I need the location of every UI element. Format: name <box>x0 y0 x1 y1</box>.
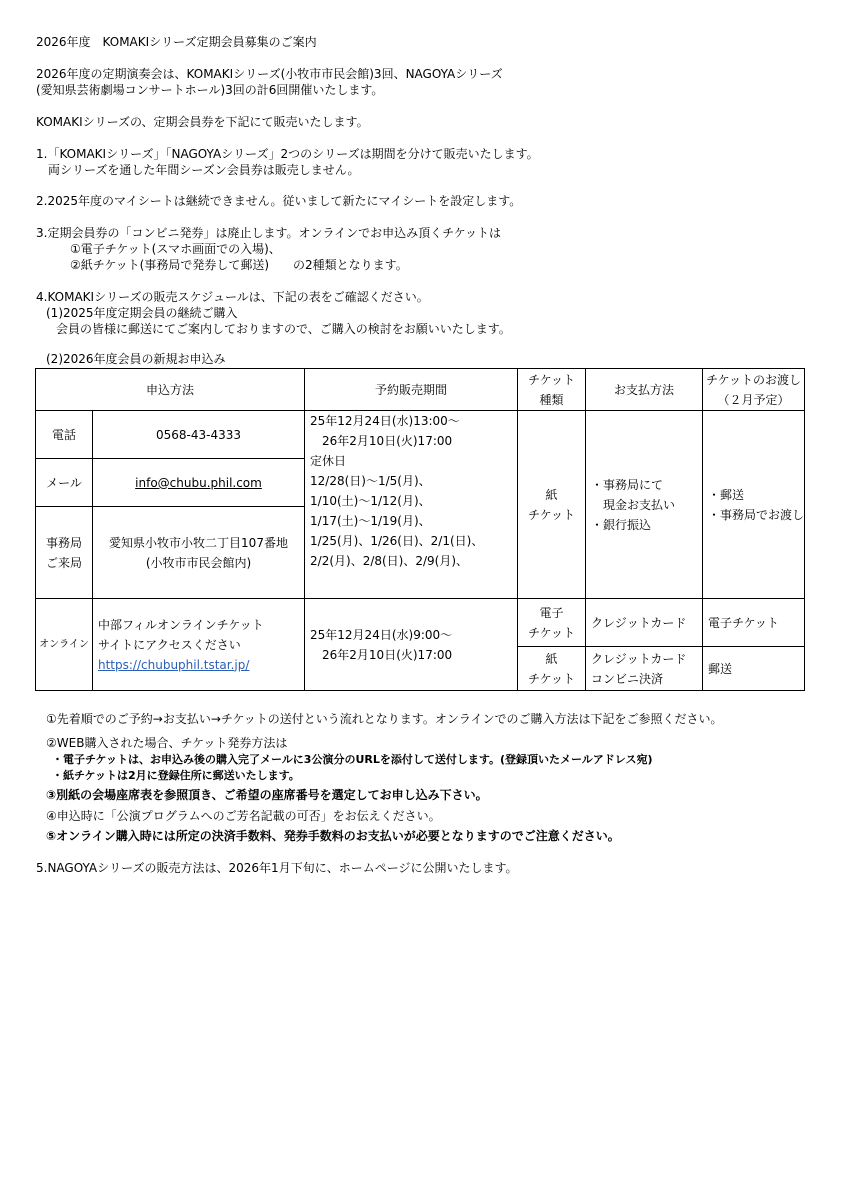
delivery-cell <box>703 411 805 599</box>
p-ticket-cell <box>518 647 586 691</box>
note-2b: ・紙チケットは2月に登録住所に郵送いたします。 <box>52 769 300 782</box>
item2-line: 2.2025年度のマイシートは継続できません。従いまして新たにマイシートを設定します。 <box>36 194 522 208</box>
note-5: ⑤オンライン購入時には所定の決済手数料、発券手数料のお支払いが必要となりますのでご注意ください。 <box>46 829 620 843</box>
p-ticket-line-2: チケット <box>528 671 575 686</box>
online-period-line-1: 25年12月24日(水)9:00～ <box>310 627 453 642</box>
e-ticket-line-2: チケット <box>528 625 575 640</box>
document-title: 2026年度 KOMAKIシリーズ定期会員募集のご案内 <box>36 35 317 49</box>
note-3: ③別紙の会場座席表を参照頂き、ご希望の座席番号を選定してお申し込み下さい。 <box>46 788 488 802</box>
period-line: 1/17(土)～1/19(月)、 <box>310 514 431 528</box>
e-delivery: 電子チケット <box>703 599 805 647</box>
online-url-link[interactable]: https://chubuphil.tstar.jp/ <box>98 657 250 672</box>
online-period-line-2: 26年2月10日(火)17:00 <box>310 647 453 662</box>
header-delivery-line-1: チケットのお渡し <box>706 372 801 387</box>
period-cell <box>305 411 518 599</box>
e-ticket-line-1: 電子 <box>539 605 564 620</box>
online-desc-line-1: 中部フィルオンラインチケット <box>98 617 264 632</box>
header-ticket-type-line-1: チケット <box>528 372 575 387</box>
paper-ticket-cell <box>518 411 586 599</box>
item3-line-c: ②紙チケット(事務局で発券して郵送) の2種類となります。 <box>70 258 408 272</box>
item4-line-c: 会員の皆様に郵送にてご案内しておりますので、ご購入の検討をお願いいたします。 <box>56 322 511 336</box>
online-period-cell <box>305 599 518 691</box>
online-desc-line-2: サイトにアクセスください <box>98 637 241 652</box>
item5-line: 5.NAGOYAシリーズの販売方法は、2026年1月下旬に、ホームページに公開いたします。 <box>36 861 518 875</box>
period-line: 12/28(日)～1/5(月)、 <box>310 474 431 488</box>
item4-line-d: (2)2026年度会員の新規お申込み <box>46 352 226 366</box>
office-address-line-2: (小牧市市民会館内) <box>145 555 252 570</box>
period-line: 25年12月24日(水)13:00～ <box>310 414 460 428</box>
online-desc-cell <box>93 599 305 691</box>
paper-ticket-line-1: 紙 <box>545 487 558 502</box>
header-payment: お支払方法 <box>586 369 703 411</box>
item3-line-a: 3.定期会員券の「コンビニ発券」は廃止します。オンラインでお申込み頂くチケットは <box>36 226 502 240</box>
office-label-line-1: 事務局 <box>45 535 82 550</box>
period-line: 定休日 <box>310 454 347 468</box>
mail-link[interactable]: info@chubu.phil.com <box>135 475 262 490</box>
mail-value-cell <box>93 459 305 507</box>
intro-line-2: (愛知県芸術劇場コンサートホール)3回の計6回開催いたします。 <box>36 83 384 97</box>
payment-line: ・銀行振込 <box>591 517 652 532</box>
table-row-online-e <box>36 599 805 647</box>
p-payment-line-2: コンビニ決済 <box>591 671 664 686</box>
period-line: 1/25(月)、1/26(日)、2/1(日)、 <box>310 534 484 548</box>
schedule-table <box>35 368 805 691</box>
phone-label: 電話 <box>36 411 93 459</box>
phone-value: 0568-43-4333 <box>93 411 305 459</box>
office-label-line-2: ご来局 <box>45 555 82 570</box>
header-delivery-line-2: （２月予定） <box>717 392 790 407</box>
payment-line: ・事務局にて <box>591 477 664 492</box>
paper-ticket-line-2: チケット <box>528 507 575 522</box>
table-row-phone <box>36 411 805 459</box>
period-line: 2/2(月)、2/8(日)、2/9(月)、 <box>310 554 469 568</box>
item3-line-b: ①電子チケット(スマホ画面での入場)、 <box>70 242 281 256</box>
intro-line-1: 2026年度の定期演奏会は、KOMAKIシリーズ(小牧市市民会館)3回、NAGOYAシリーズ <box>36 67 503 81</box>
note-4: ④申込時に「公演プログラムへのご芳名記載の可否」をお伝えください。 <box>46 809 441 823</box>
p-payment-line-1: クレジットカード <box>591 651 687 666</box>
item1-line-a: 1.「KOMAKIシリーズ」「NAGOYAシリーズ」2つのシリーズは期間を分けて販売いたします。 <box>36 147 539 161</box>
p-delivery: 郵送 <box>703 647 805 691</box>
delivery-line: ・郵送 <box>708 487 745 502</box>
office-address <box>93 507 305 599</box>
p-payment-cell <box>586 647 703 691</box>
intro-line-3: KOMAKIシリーズの、定期会員券を下記にて販売いたします。 <box>36 115 369 129</box>
note-1: ①先着順でのご予約→お支払い→チケットの送付という流れとなります。オンラインでのご購入方法は下記をご参照ください。 <box>46 712 723 726</box>
header-delivery <box>703 369 805 411</box>
payment-line: 現金お支払い <box>591 497 676 512</box>
item1-line-b: 両シリーズを通した年間シーズン会員券は販売しません。 <box>36 163 360 177</box>
p-ticket-line-1: 紙 <box>545 651 558 666</box>
table-header-row <box>36 369 805 411</box>
mail-label: メール <box>36 459 93 507</box>
header-ticket-type-line-2: 種類 <box>539 392 564 407</box>
item4-line-a: 4.KOMAKIシリーズの販売スケジュールは、下記の表をご確認ください。 <box>36 290 429 304</box>
office-label <box>36 507 93 599</box>
e-payment: クレジットカード <box>586 599 703 647</box>
period-line: 1/10(土)～1/12(月)、 <box>310 494 431 508</box>
item4-line-b: (1)2025年度定期会員の継続ご購入 <box>46 306 238 320</box>
office-address-line-1: 愛知県小牧市小牧二丁目107番地 <box>109 535 288 550</box>
header-method: 申込方法 <box>36 369 305 411</box>
note-2: ②WEB購入された場合、チケット発券方法は <box>46 736 288 750</box>
e-ticket-cell <box>518 599 586 647</box>
header-ticket-type <box>518 369 586 411</box>
payment-cell <box>586 411 703 599</box>
note-2a: ・電子チケットは、お申込み後の購入完了メールに3公演分のURLを添付して送付します。(登録頂いたメールアドレス宛) <box>52 753 653 766</box>
online-label: オンライン <box>36 599 93 691</box>
delivery-line: ・事務局でお渡し <box>708 507 805 522</box>
header-period: 予約販売期間 <box>305 369 518 411</box>
period-line: 26年2月10日(火)17:00 <box>310 434 453 448</box>
